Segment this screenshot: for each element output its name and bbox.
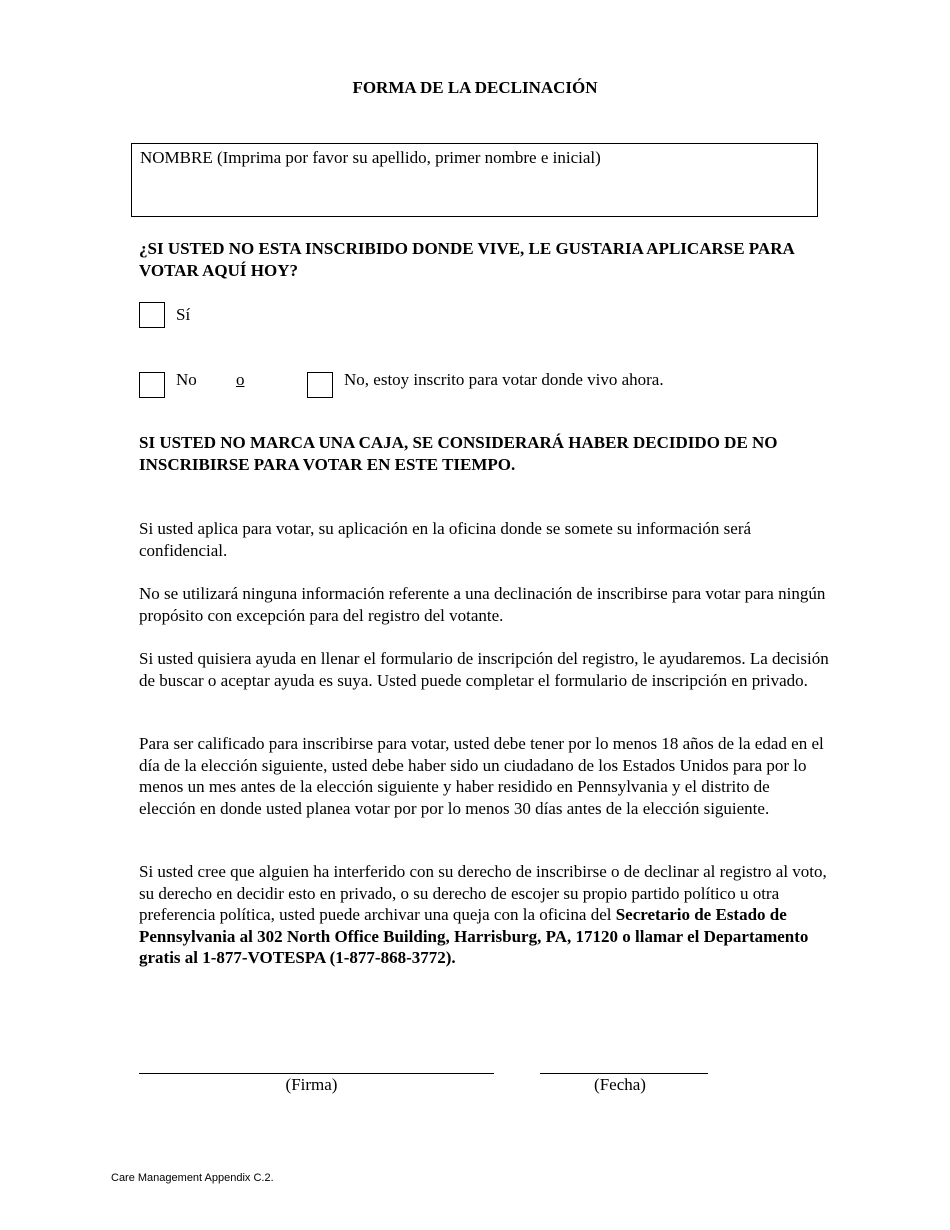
- name-field-label: NOMBRE (Imprima por favor su apellido, primer nombre e inicial): [140, 148, 601, 167]
- no-selection-warning: SI USTED NO MARCA UNA CAJA, SE CONSIDERARÁ HABER DECIDIDO DE NO INSCRIBIRSE PARA VOTAR EN ESTE TIEMPO.: [139, 433, 778, 474]
- already-registered-checkbox[interactable]: [307, 372, 333, 398]
- no-checkbox[interactable]: [139, 372, 165, 398]
- paragraph-assistance: Si usted quisiera ayuda en llenar el formulario de inscripción del registro, le ayudaremos. La decisión de buscar o aceptar ayuda es suya. Usted puede completar el formulario de inscripción en privado.: [139, 649, 829, 690]
- paragraph-eligibility: Para ser calificado para inscribirse para votar, usted debe tener por lo menos 18 años de la edad en el día de la elección siguiente, usted debe haber sido un ciudadano de los Estados Unidos para por lo menos un mes antes de la elección siguiente y haber residido en Pennsylvania y el distrito de elección en donde usted planea votar por por lo menos 30 días antes de la elección siguiente.: [139, 734, 824, 818]
- or-separator: o: [236, 370, 245, 389]
- name-input-box[interactable]: [131, 143, 818, 217]
- paragraph-complaint: [139, 861, 829, 969]
- complaint-contact: Secretario de Estado de Pennsylvania al 302 North Office Building, Harrisburg, PA, 17120 o llamar el Departamento gratis al 1-877-VOTESPA (1-877-868-3772).: [139, 905, 809, 967]
- yes-label: Sí: [176, 305, 191, 324]
- already-registered-label: No, estoy inscrito para votar donde vivo ahora.: [344, 370, 664, 389]
- date-label: (Fecha): [594, 1075, 646, 1094]
- form-title: FORMA DE LA DECLINACIÓN: [352, 78, 598, 97]
- signature-line[interactable]: [139, 1073, 494, 1074]
- date-line[interactable]: [540, 1073, 708, 1074]
- yes-checkbox[interactable]: [139, 302, 165, 328]
- paragraph-confidential: Si usted aplica para votar, su aplicación en la oficina donde se somete su información será confidencial.: [139, 519, 752, 560]
- signature-label: (Firma): [285, 1075, 338, 1094]
- complaint-text: Si usted cree que alguien ha interferido con su derecho de inscribirse o de declinar al registro al voto, su derecho en decidir esto en privado, o su derecho de escojer su propio partido político u otra preferencia política, usted puede archivar una queja con la oficina del: [139, 862, 827, 924]
- registration-question: ¿SI USTED NO ESTA INSCRIBIDO DONDE VIVE, LE GUSTARIA APLICARSE PARA VOTAR AQUÍ HOY?: [139, 239, 794, 280]
- paragraph-information-use: No se utilizará ninguna información referente a una declinación de inscribirse para votar para ningún propósito con excepción para del registro del votante.: [139, 584, 826, 625]
- footer-text: Care Management Appendix C.2.: [111, 1172, 274, 1184]
- no-label: No: [176, 370, 197, 389]
